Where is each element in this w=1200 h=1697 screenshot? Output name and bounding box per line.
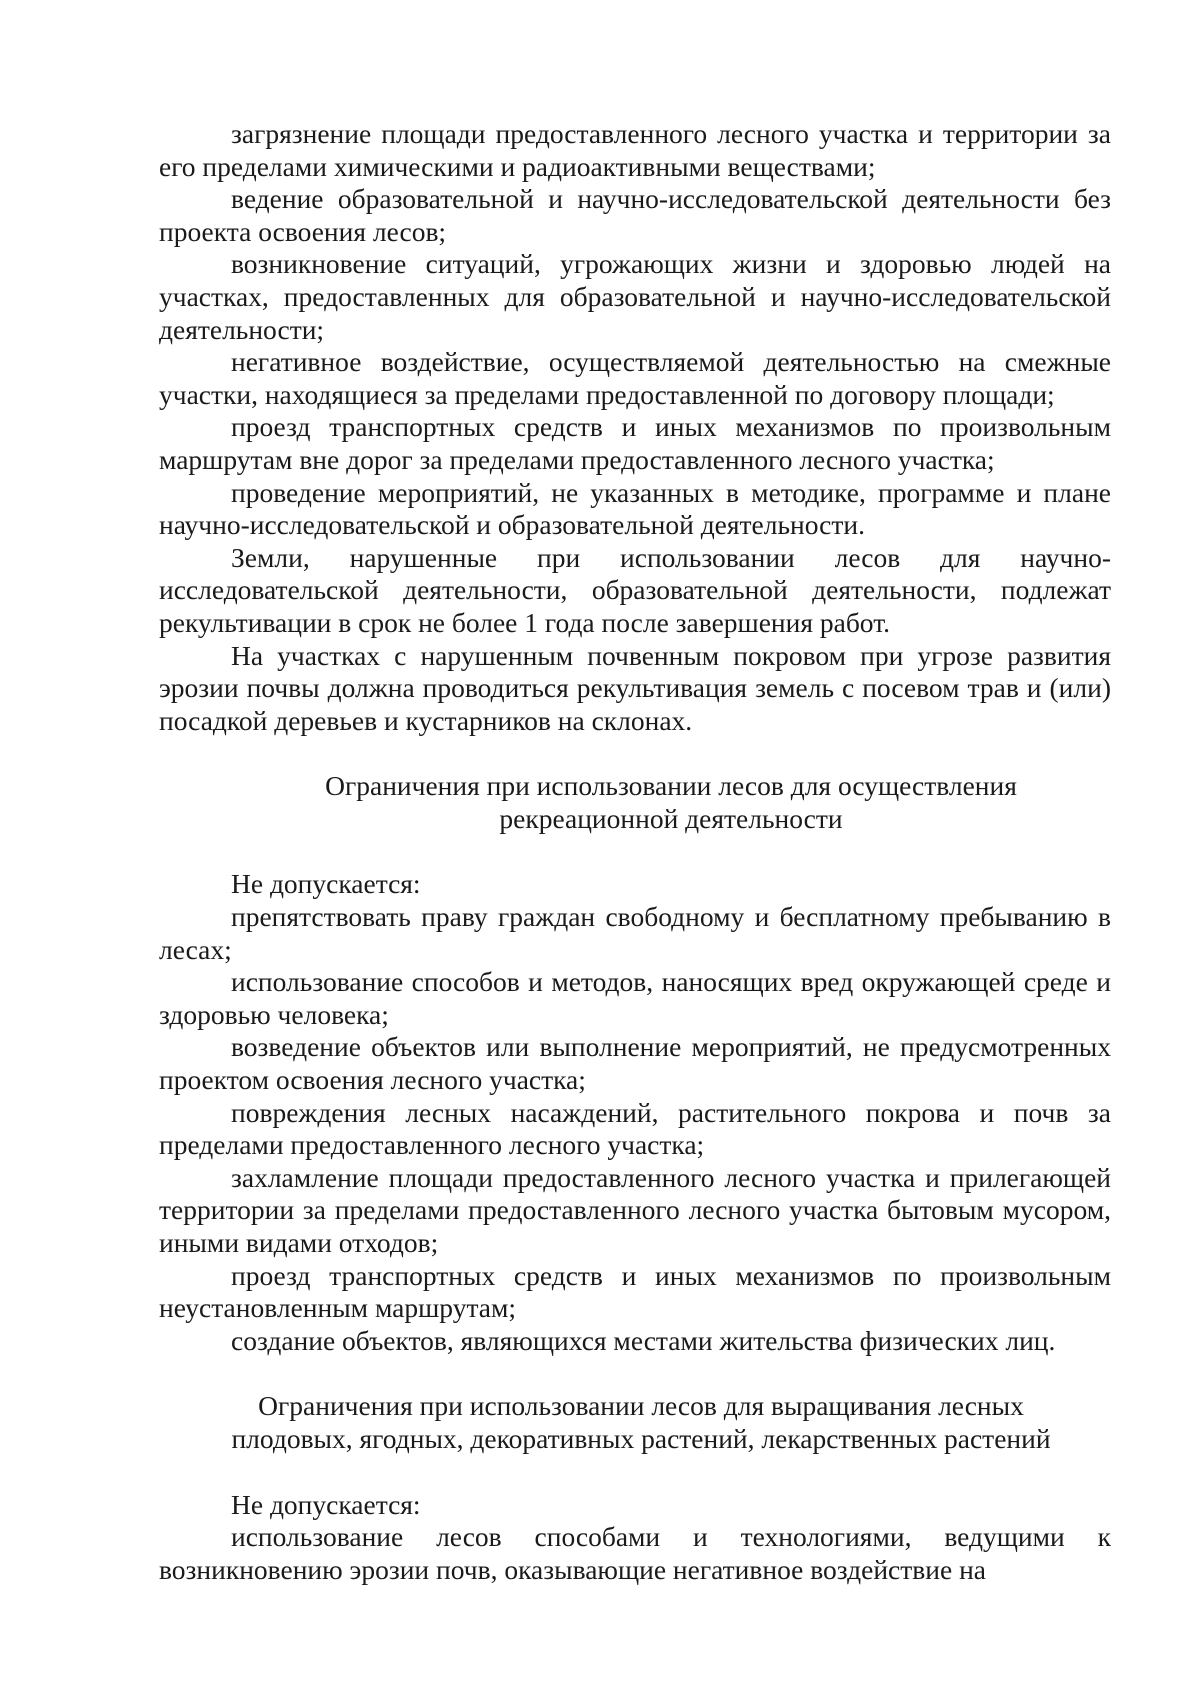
section-intro: Не допускается: [231, 868, 421, 900]
section-heading-line: плодовых, ягодных, декоративных растений, лекарственных растений [231, 1422, 1051, 1454]
section-heading-line: рекреационной деятельности [499, 802, 843, 834]
paragraph: Земли, нарушенные при использовании лесов для научно-исследовательской деятельности, образовательной деятельности, подлежат рекультивации в срок не более 1 года после завершения работ. [159, 541, 1111, 638]
section-heading-line: Ограничения при использовании лесов для выращивания лесных [258, 1390, 1024, 1422]
paragraph: загрязнение площади предоставленного лесного участка и территории за его пределами химическими и радиоактивными веществами; [159, 118, 1111, 182]
list-item: возведение объектов или выполнение мероприятий, не предусмотренных проектом освоения лесного участка; [159, 1031, 1111, 1096]
list-item: использование способов и методов, наносящих вред окружающей среде и здоровью человека; [159, 966, 1111, 1030]
list-item: использование лесов способами и технологиями, ведущими к возникновению эрозии почв, оказывающие негативное воздействие на [159, 1521, 1111, 1585]
list-item: проезд транспортных средств и иных механизмов по произвольным неустановленным маршрутам; [159, 1259, 1111, 1324]
paragraph: проезд транспортных средств и иных механизмов по произвольным маршрутам вне дорог за пределами предоставленного лесного участка; [159, 411, 1111, 475]
list-item: создание объектов, являющихся местами жительства физических лиц. [231, 1324, 1056, 1356]
list-item: захламление площади предоставленного лесного участка и прилегающей территории за пределами предоставленного лесного участка бытовым мусором, иными видами отходов; [159, 1161, 1111, 1258]
document-page [159, 118, 1111, 1586]
list-item: повреждения лесных насаждений, растительного покрова и почв за пределами предоставленного лесного участка; [159, 1096, 1111, 1161]
section-heading-recreation [159, 770, 1111, 835]
section-heading-line: Ограничения при использовании лесов для осуществления [325, 770, 1017, 802]
paragraph: возникновение ситуаций, угрожающих жизни и здоровью людей на участках, предоставленных для образовательной и научно-исследовательской деятельности; [159, 248, 1111, 345]
list-item: препятствовать праву граждан свободному и бесплатному пребыванию в лесах; [159, 901, 1111, 965]
section-heading-plants [159, 1390, 1111, 1455]
paragraph: На участках с нарушенным почвенным покровом при угрозе развития эрозии почвы должна проводиться рекультивация земель с посевом трав и (или) посадкой деревьев и кустарников на склонах. [159, 639, 1111, 736]
paragraph: ведение образовательной и научно-исследовательской деятельности без проекта освоения лесов; [159, 183, 1111, 247]
section-intro: Не допускается: [231, 1488, 421, 1520]
paragraph: негативное воздействие, осуществляемой деятельностью на смежные участки, находящиеся за пределами предоставленной по договору площади; [159, 346, 1111, 410]
paragraph: проведение мероприятий, не указанных в методике, программе и плане научно-исследовательской и образовательной деятельности. [159, 476, 1111, 541]
